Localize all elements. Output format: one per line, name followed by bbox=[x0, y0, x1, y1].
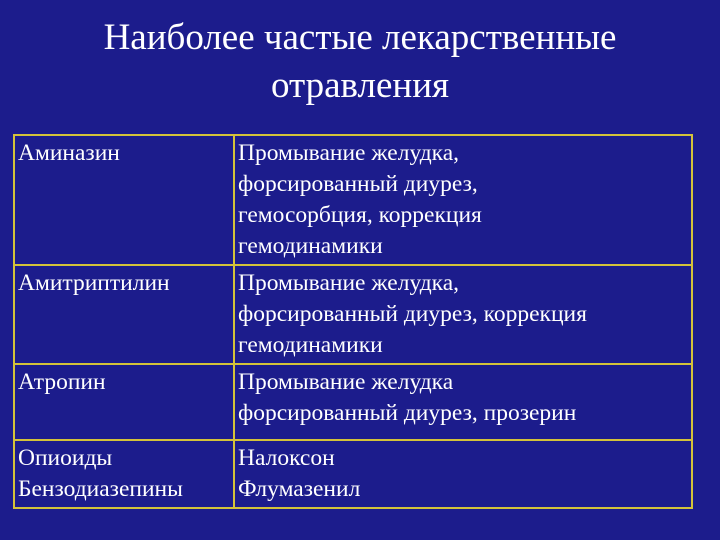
slide-title bbox=[0, 14, 720, 110]
treatment-line: форсированный диурез, прозерин bbox=[238, 400, 577, 426]
poisoning-treatment-table bbox=[13, 134, 693, 509]
drug-name: Атропин bbox=[18, 369, 106, 395]
treatment-line: форсированный диурез, bbox=[238, 171, 478, 197]
drug-name: Амитриптилин bbox=[18, 270, 170, 296]
treatment-line: гемодинамики bbox=[238, 332, 383, 358]
table-row bbox=[14, 364, 692, 440]
treatment-line: Промывание желудка, bbox=[238, 270, 460, 296]
slide-title-line-2: отравления bbox=[270, 65, 450, 106]
table-row bbox=[14, 265, 692, 364]
drug-name: Аминазин bbox=[18, 140, 120, 166]
treatment-line: Промывание желудка bbox=[238, 369, 454, 395]
treatment-cell bbox=[234, 265, 692, 364]
treatment-line: Промывание желудка, bbox=[238, 140, 460, 166]
drug-cell bbox=[14, 265, 234, 364]
drug-cell bbox=[14, 135, 234, 265]
drug-name: Опиоиды bbox=[18, 445, 113, 471]
treatment-cell bbox=[234, 440, 692, 508]
drug-cell bbox=[14, 364, 234, 440]
slide-title-line-1: Наиболее частые лекарственные bbox=[103, 17, 617, 58]
table-row bbox=[14, 135, 692, 265]
table-row bbox=[14, 440, 692, 508]
drug-cell bbox=[14, 440, 234, 508]
drug-name: Бензодиазепины bbox=[18, 476, 183, 502]
treatment-cell bbox=[234, 364, 692, 440]
treatment-cell bbox=[234, 135, 692, 265]
treatment-line: Флумазенил bbox=[238, 476, 361, 502]
treatment-line: гемодинамики bbox=[238, 233, 383, 259]
treatment-line: Налоксон bbox=[238, 445, 335, 471]
treatment-line: гемосорбция, коррекция bbox=[238, 202, 482, 228]
treatment-line: форсированный диурез, коррекция bbox=[238, 301, 587, 327]
